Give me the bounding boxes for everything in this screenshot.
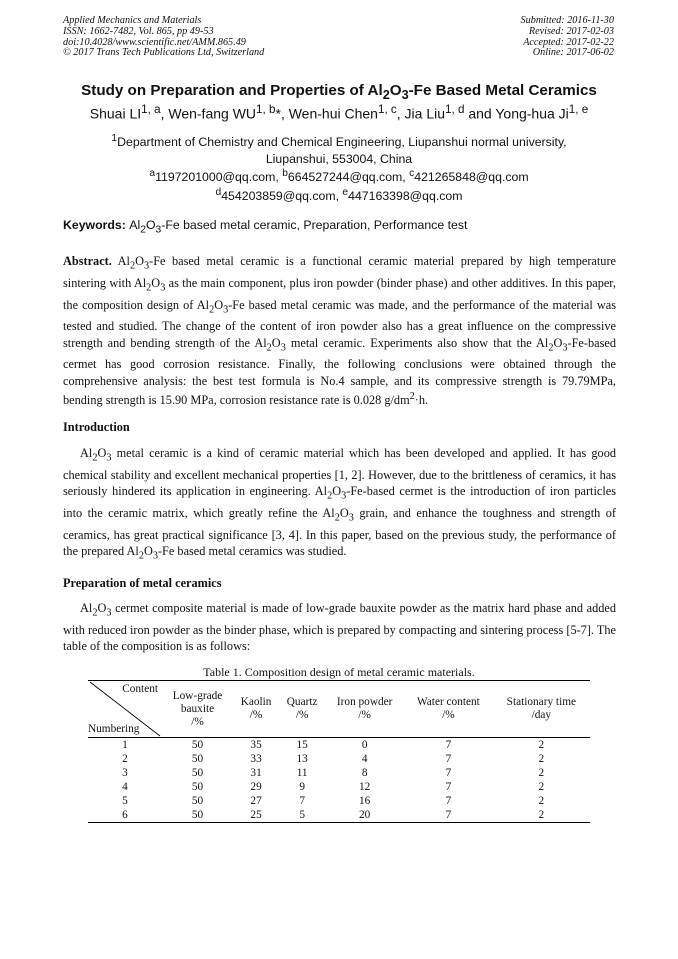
column-header: Stationary time /day [506,696,577,721]
column-axis-label: Content [122,683,158,695]
table-row: 5 50 27 7 16 7 2 [122,795,545,807]
abstract-label: Abstract. [63,254,112,268]
section-heading-introduction: Introduction [63,420,130,434]
author-name: Wen-hui Chen [288,105,378,122]
column-header: Iron powder /% [336,696,393,721]
column-header: Low-grade bauxite /% [172,689,223,728]
table-header-row [88,681,590,738]
journal-header-right [521,16,614,59]
accepted-date: Accepted: 2017-02-22 [523,36,614,48]
corresponding-author-mark: * [275,105,281,122]
email-address: 454203859@qq.com [221,189,336,204]
affiliation: $^1$Department of Chemistry and Chemical Engineering, Liupanshui normal university, Liupanshui, 553004, China [111,133,567,166]
author-name: Jia Liu [404,105,446,122]
journal-header-left [63,16,264,59]
table-row: 3 50 31 11 8 7 2 [122,767,545,779]
email-address: 1197201000@qq.com [155,170,276,185]
row-axis-label: Numbering [88,723,140,735]
abstract: Abstract. $Al_2O_3-Fe$ based metal ceramic is a functional ceramic material prepared by high temperature sintering with $Al_2O_3$ as the main component, plus iron powder (binder phase) and other additives. In this paper, the composition design of $Al_2O_3-Fe$ based metal ceramic was made, and the performance of the material was tested and studied. The change of the content of iron powder also has a great influence on the compressive strength and bending strength of the $Al_2O_3$ metal ceramic. Experiments also show that the $Al_2O_3-Fe$-based cermet has good corrosion resistance. Finally, the following conclusions were obtained through the comprehensive analysis: the best test formula is No.4 sample, and its compressive strength is 79.79MPa, bending strength is 15.90 MPa, corrosion resistance rate is 0.028 $g/dm^2\cdot h$. [63,254,617,407]
issn-line: ISSN: 1662-7482, Vol. 865, pp 49-53 [63,25,214,37]
table-row: 6 50 25 5 20 7 2 [88,808,590,823]
section-heading-preparation: Preparation of metal ceramics [63,576,222,590]
submitted-date: Submitted: 2016-11-30 [520,15,614,26]
composition-table [88,680,590,823]
email-address: 421265848@qq.com [414,170,529,185]
table-row: 4 50 29 9 12 7 2 [122,781,545,793]
author-name: Wen-fang WU [168,105,257,122]
table-row: 1 50 35 15 0 7 2 [122,739,545,751]
column-header: Quartz /% [286,696,318,721]
author-list: Shuai LI$^{1, a}$, Wen-fang WU$^{1, b}$*, Wen-hui Chen$^{1, c}$, Jia Liu$^{1, d}$ and Yong-hua Ji$^{1, e}$ [89,103,589,122]
author-name: Yong-hua Ji [495,105,569,122]
journal-name: Applied Mechanics and Materials [63,15,202,26]
column-header: Water content /% [417,696,480,721]
preparation-paragraph: $Al_2O_3$ cermet composite material is made of low-grade bauxite powder as the matrix hard phase and added with reduced iron powder as the binder phase, which is prepared by compacting and sintering process [5-7]. The table of the composition is as follows: [63,601,616,654]
online-date: Online: 2017-06-02 [532,47,614,59]
keywords-label: Keywords: [63,218,130,232]
table-row: 2 50 33 13 4 7 2 [122,753,545,765]
diagonal-header-cell [88,681,162,738]
email-address: 664527244@qq.com [287,170,403,185]
keywords: Keywords: $Al_2O_3-Fe$ based metal ceramic, Preparation, Performance test [63,218,468,236]
paper-title: Study on Preparation and Properties of $Al_2O_3-Fe$ Based Metal Ceramics [81,82,597,103]
column-header: Kaolin /% [240,696,272,721]
copyright-line: © 2017 Trans Tech Publications Ltd, Switzerland [63,47,265,59]
author-name: Shuai LI [89,105,142,122]
introduction-paragraph: $Al_2O_3$ metal ceramic is a kind of ceramic material which has been developed and applied. It has good chemical stability and excellent mechanical properties [1, 2]. However, due to the brittleness of ceramics, it has seriously hindered its application in engineering. $Al_2O_3-Fe$-based cermet is the introduction of iron particles into the ceramic matrix, which greatly refine the $Al_2O_3$ grain, and enhance the toughness and strength of ceramics, has great practical significance [3, 4]. In this paper, based on the previous study, the performance of the prepared $Al_2O_3-Fe$ based metal ceramics was studied. [63,446,617,562]
table-caption: Table 1. Composition design of metal ceramic materials. [203,665,475,679]
doi-line: doi:10.4028/www.scientific.net/AMM.865.49 [63,36,246,48]
email-list: $^a$1197201000@qq.com, $^b$664527244@qq.com, $^c$421265848@qq.com $^d$454203859@qq.com, $^e$447163398@qq.com [149,168,529,204]
revised-date: Revised: 2017-02-03 [528,25,614,37]
email-address: 447163398@qq.com [348,189,463,204]
